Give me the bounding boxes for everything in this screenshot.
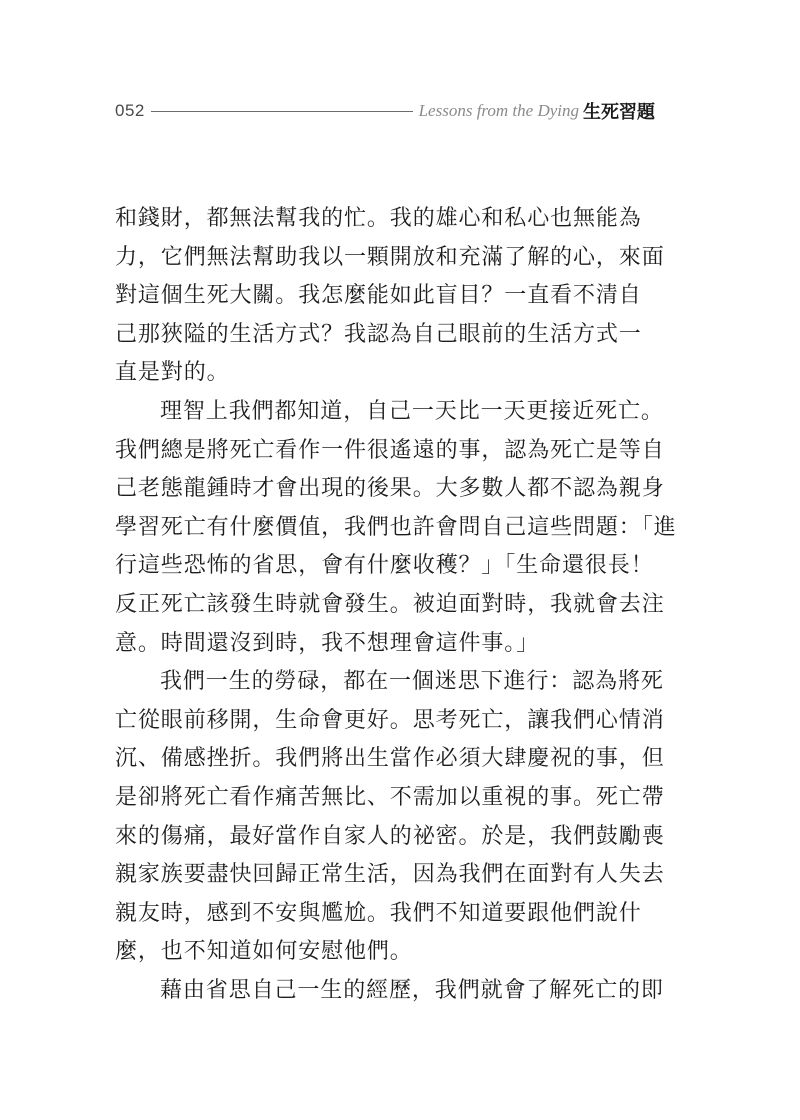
text-line: 反正死亡該發生時就會發生。被迫面對時，我就會去注 bbox=[115, 591, 665, 617]
text-line: 我們總是將死亡看作一件很遙遠的事，認為死亡是等自 bbox=[115, 437, 665, 463]
book-subtitle: Lessons from the Dying bbox=[418, 101, 579, 120]
text-line: 己那狹隘的生活方式？我認為自己眼前的生活方式一 bbox=[115, 321, 642, 347]
body-text bbox=[115, 200, 677, 1010]
running-head bbox=[115, 98, 655, 124]
text-line: 我們一生的勞碌，都在一個迷思下進行：認為將死 bbox=[160, 669, 664, 695]
text-line: 意。時間還沒到時，我不想理會這件事。」 bbox=[115, 630, 540, 656]
text-line: 己老態龍鍾時才會出現的後果。大多數人都不認為親身 bbox=[115, 476, 665, 502]
text-line: 藉由省思自己一生的經歷，我們就會了解死亡的即 bbox=[160, 977, 664, 1003]
text-line: 學習死亡有什麼價值，我們也許會問自己這些問題：「進 bbox=[115, 514, 677, 540]
text-line: 對這個生死大關。我怎麼能如此盲目？一直看不清自 bbox=[115, 283, 642, 309]
text-line: 力，它們無法幫助我以一顆開放和充滿了解的心，來面 bbox=[115, 244, 665, 270]
page-number: 052 bbox=[115, 101, 145, 120]
text-line: 直是對的。 bbox=[115, 360, 230, 386]
header-rule bbox=[151, 111, 413, 112]
text-line: 是卻將死亡看作痛苦無比、不需加以重視的事。死亡帶 bbox=[115, 784, 665, 810]
text-line: 和錢財，都無法幫我的忙。我的雄心和私心也無能為 bbox=[115, 206, 642, 231]
text-line: 麼，也不知道如何安慰他們。 bbox=[115, 939, 413, 965]
text-line: 親友時，感到不安與尷尬。我們不知道要跟他們說什 bbox=[115, 900, 642, 926]
text-line: 理智上我們都知道，自己一天比一天更接近死亡。 bbox=[160, 398, 664, 424]
text-line: 行這些恐怖的省思，會有什麼收穫？」「生命還很長！ bbox=[115, 553, 654, 579]
text-line: 來的傷痛，最好當作自家人的祕密。於是，我們鼓勵喪 bbox=[115, 823, 665, 849]
text-line: 沉、備感挫折。我們將出生當作必須大肆慶祝的事，但 bbox=[115, 746, 665, 772]
book-title: 生死習題 bbox=[583, 102, 655, 123]
text-line: 親家族要盡快回歸正常生活，因為我們在面對有人失去 bbox=[115, 862, 665, 888]
text-line: 亡從眼前移開，生命會更好。思考死亡，讓我們心情消 bbox=[115, 707, 665, 733]
